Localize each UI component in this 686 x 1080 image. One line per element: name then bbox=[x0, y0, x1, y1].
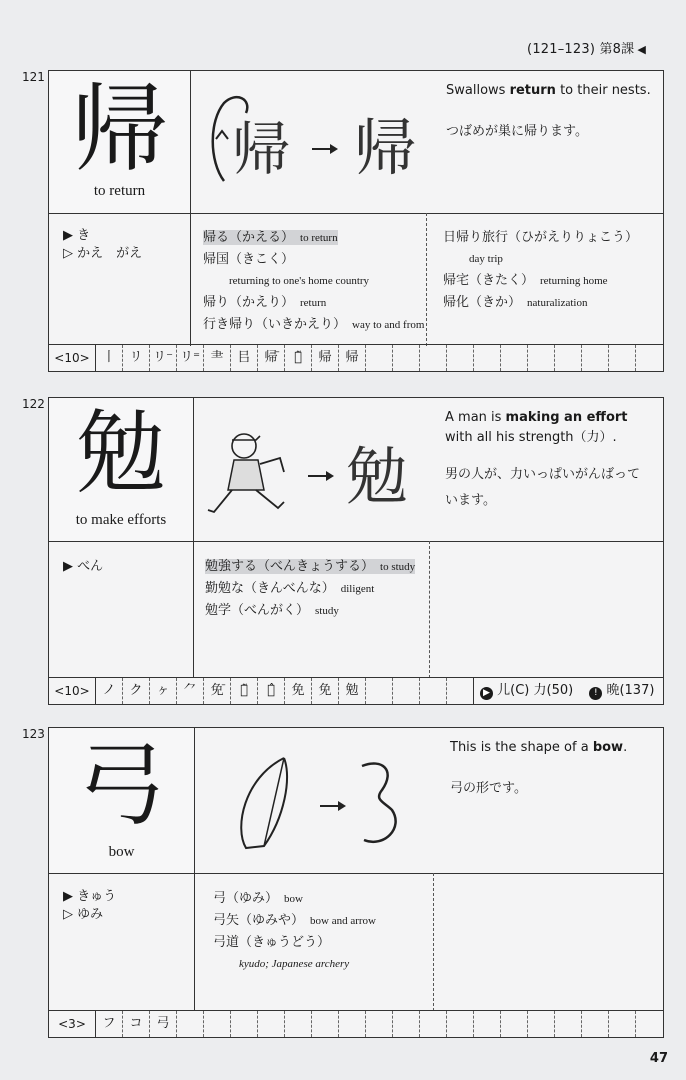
stroke-step: 帰̄ bbox=[258, 345, 285, 371]
stroke-empty bbox=[528, 1011, 555, 1037]
divider bbox=[49, 541, 663, 542]
stroke-empty bbox=[420, 345, 447, 371]
stroke-empty bbox=[366, 345, 393, 371]
stroke-step: 帰 bbox=[312, 345, 339, 371]
vocab-item: 弓（ゆみ） bow bbox=[213, 891, 303, 906]
stroke-empty bbox=[285, 1011, 312, 1037]
divider bbox=[193, 541, 194, 678]
svg-text:帰: 帰 bbox=[354, 111, 417, 184]
exclamation-icon: ! bbox=[589, 687, 602, 700]
divider bbox=[49, 873, 663, 874]
stroke-empty bbox=[312, 1011, 339, 1037]
stroke-count: <10> bbox=[49, 678, 96, 704]
kanji-character: 弓 bbox=[76, 733, 167, 838]
vocab-item: 帰る（かえる） to return bbox=[203, 230, 338, 245]
vocab-item: 弓道（きゅうどう） bbox=[213, 935, 331, 950]
stroke-empty bbox=[555, 345, 582, 371]
kanji-entry-123 bbox=[0, 727, 686, 1039]
vocab-column-2 bbox=[443, 227, 661, 314]
kanji-cell bbox=[49, 398, 194, 542]
vocab-item: returning to one's home country bbox=[229, 275, 370, 287]
stroke-step: 免̄ bbox=[204, 678, 231, 704]
svg-text:帰: 帰 bbox=[232, 115, 291, 183]
vocab-column-1 bbox=[213, 888, 433, 975]
kanji-entry-121 bbox=[0, 70, 686, 372]
stroke-count: <3> bbox=[49, 1011, 96, 1037]
readings: ▶ きゅう ▷ ゆみ bbox=[63, 889, 117, 922]
stroke-step: 免 bbox=[285, 678, 312, 704]
stroke-empty bbox=[393, 1011, 420, 1037]
stroke-order-row bbox=[49, 677, 663, 704]
vocab-item: 帰宅（きたく） returning home bbox=[443, 273, 608, 288]
divider bbox=[190, 213, 191, 346]
kanji-entry-122 bbox=[0, 397, 686, 709]
stroke-step: 免 bbox=[312, 678, 339, 704]
vocab-item: 弓矢（ゆみや） bow and arrow bbox=[213, 913, 376, 928]
divider bbox=[426, 213, 427, 346]
entry-box bbox=[48, 397, 664, 705]
stroke-empty bbox=[339, 1011, 366, 1037]
readings: ▶ べん bbox=[63, 559, 104, 574]
vocab-column-1 bbox=[205, 556, 427, 622]
kanji-meaning: to make efforts bbox=[75, 512, 167, 528]
entry-box bbox=[48, 70, 664, 372]
stroke-step: 勉 bbox=[339, 678, 366, 704]
vocab-item: 勉学（べんがく） study bbox=[205, 603, 339, 618]
kanji-meaning: to return bbox=[93, 183, 146, 199]
stroke-step: 帰̃ bbox=[285, 345, 312, 371]
stroke-step: リ⁼ bbox=[177, 345, 204, 371]
origin-illustration bbox=[204, 91, 444, 201]
stroke-step: 免̂ bbox=[258, 678, 285, 704]
stroke-empty bbox=[177, 1011, 204, 1037]
stroke-empty bbox=[447, 345, 474, 371]
divider bbox=[194, 873, 195, 1011]
stroke-empty bbox=[420, 1011, 447, 1037]
stroke-order-row bbox=[49, 1010, 663, 1037]
entry-box bbox=[48, 727, 664, 1038]
description-japanese: 弓の形です。 bbox=[450, 781, 527, 796]
description-english: This is the shape of a bow. bbox=[450, 740, 628, 755]
stroke-empty bbox=[582, 1011, 609, 1037]
stroke-empty bbox=[501, 1011, 528, 1037]
stroke-step: ノ bbox=[96, 678, 123, 704]
stroke-empty bbox=[474, 345, 501, 371]
stroke-step: フ bbox=[96, 1011, 123, 1037]
stroke-empty bbox=[447, 1011, 474, 1037]
stroke-step: コ bbox=[123, 1011, 150, 1037]
description-japanese: 男の人が、力いっぱいがんばっています。 bbox=[445, 467, 641, 508]
stroke-empty bbox=[231, 1011, 258, 1037]
stroke-empty bbox=[447, 678, 473, 704]
description-english: Swallows return to their nests. bbox=[446, 83, 651, 98]
vocab-item: kyudo; Japanese archery bbox=[239, 958, 350, 970]
play-icon: ▶ bbox=[480, 687, 493, 700]
vocab-item: 帰化（きか） naturalization bbox=[443, 295, 588, 310]
kanji-cell bbox=[49, 71, 191, 214]
stroke-empty bbox=[393, 345, 420, 371]
stroke-step: 丨 bbox=[96, 345, 123, 371]
stroke-empty bbox=[609, 1011, 636, 1037]
page-header bbox=[527, 38, 646, 57]
stroke-step: 㠯 bbox=[231, 345, 258, 371]
stroke-step: 弓 bbox=[150, 1011, 177, 1037]
stroke-empty bbox=[582, 345, 609, 371]
kanji-cell bbox=[49, 728, 195, 874]
stroke-empty bbox=[258, 1011, 285, 1037]
entry-number: 123 bbox=[22, 727, 45, 741]
left-arrow-icon: ◀ bbox=[637, 43, 646, 56]
stroke-empty bbox=[393, 678, 420, 704]
page-number: 47 bbox=[649, 1051, 668, 1066]
stroke-empty bbox=[366, 1011, 393, 1037]
description-japanese: つばめが巣に帰ります。 bbox=[446, 124, 588, 139]
stroke-step: ヶ bbox=[150, 678, 177, 704]
stroke-empty bbox=[204, 1011, 231, 1037]
stroke-empty bbox=[474, 1011, 501, 1037]
stroke-empty bbox=[555, 1011, 582, 1037]
kanji-meaning: bow bbox=[108, 844, 135, 860]
related-kanji: ▶ 儿(C) 力(50) ! 晩(137) bbox=[473, 678, 664, 704]
stroke-count: <10> bbox=[49, 345, 96, 371]
stroke-step: ⺈ bbox=[177, 678, 204, 704]
stroke-empty bbox=[366, 678, 393, 704]
description-english: A man is making an effort with all his strength（力）. bbox=[445, 410, 628, 445]
origin-illustration bbox=[204, 418, 444, 528]
divider bbox=[49, 213, 663, 214]
vocab-item: day trip bbox=[469, 253, 503, 265]
vocab-item: 日帰り旅行（ひがえりりょこう） bbox=[443, 230, 639, 245]
vocab-item: 勉強する（べんきょうする） to study bbox=[205, 559, 416, 574]
origin-illustration bbox=[224, 748, 444, 858]
stroke-order-row bbox=[49, 344, 663, 371]
kanji-character: 帰 bbox=[71, 73, 168, 185]
readings: ▶ き ▷ かえ がえ bbox=[63, 228, 143, 261]
stroke-step: リ⁻ bbox=[150, 345, 177, 371]
lesson-range: (121–123) 第8課 bbox=[527, 42, 635, 57]
stroke-empty bbox=[528, 345, 555, 371]
svg-text:勉: 勉 bbox=[346, 440, 409, 513]
stroke-step: リ bbox=[123, 345, 150, 371]
vocab-item: 勤勉な（きんべんな） diligent bbox=[205, 581, 375, 596]
stroke-step: 帰 bbox=[339, 345, 366, 371]
stroke-empty bbox=[501, 345, 528, 371]
stroke-step: ク bbox=[123, 678, 150, 704]
vocab-item: 帰国（きこく） bbox=[203, 252, 295, 267]
entry-number: 122 bbox=[22, 397, 45, 411]
vocab-column-1 bbox=[203, 227, 425, 336]
stroke-empty bbox=[609, 345, 636, 371]
kanji-character: 勉 bbox=[76, 401, 166, 506]
vocab-item: 行き帰り（いきかえり） way to and from bbox=[203, 317, 425, 332]
entry-number: 121 bbox=[22, 70, 45, 84]
vocab-item: 帰り（かえり） return bbox=[203, 295, 327, 310]
stroke-step: 免̃ bbox=[231, 678, 258, 704]
divider bbox=[433, 873, 434, 1011]
divider bbox=[429, 541, 430, 678]
stroke-step: ⺻ bbox=[204, 345, 231, 371]
stroke-empty bbox=[420, 678, 447, 704]
